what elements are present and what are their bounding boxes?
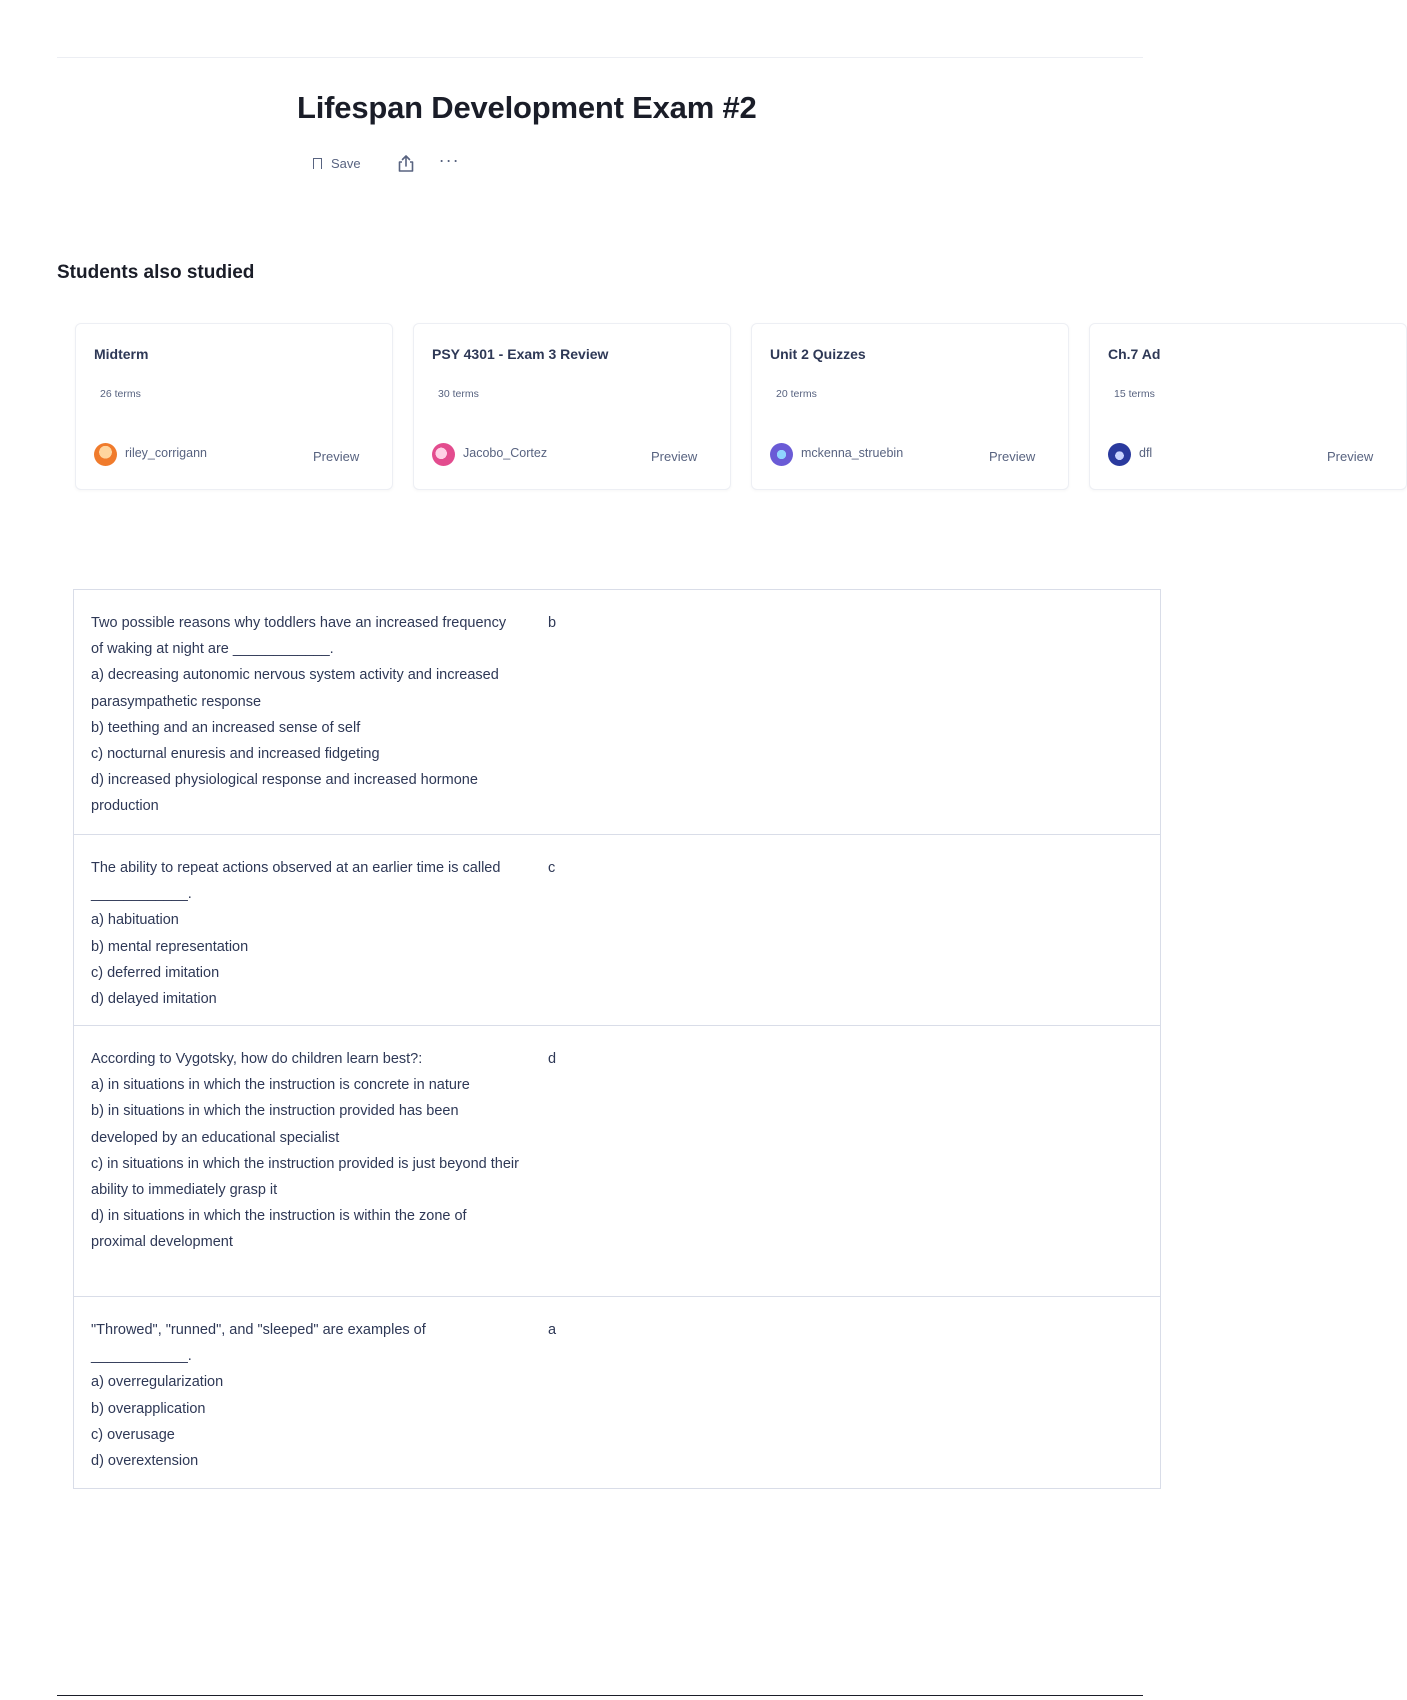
avatar [770,443,793,466]
top-divider [57,57,1143,58]
card-username[interactable]: dfl [1139,446,1153,460]
card-preview-button[interactable]: Preview [651,449,698,464]
card-term-count: 26 terms [100,388,141,400]
table-row [74,1297,1160,1488]
students-also-studied-carousel[interactable] [75,323,1374,493]
bookmark-icon [313,158,322,169]
terms-table [73,589,1161,1489]
save-label: Save [331,155,361,171]
share-button[interactable] [397,154,415,173]
card-title: PSY 4301 - Exam 3 Review [432,346,609,362]
avatar [1108,443,1131,466]
term-answer: d [548,1051,557,1067]
study-set-card[interactable] [75,323,393,490]
term-answer: c [548,860,556,876]
term-question: "Throwed", "runned", and "sleeped" are examples of ____________. a) overregularization b) overapplication c) overusage d) overextension [91,1322,426,1470]
save-button[interactable] [313,156,361,171]
term-question: Two possible reasons why toddlers have an increased frequency of waking at night are ____________. a) decreasing autonomic nervous system activity and increased parasympathetic response b) teething and an increased sense of self c) nocturnal enuresis and increased fidgeting d) increased physiological response and increased hormone production [91,615,507,815]
bottom-divider [57,1695,1143,1696]
card-term-count: 15 terms [1114,388,1155,400]
term-answer: b [548,615,557,631]
card-preview-button[interactable]: Preview [989,449,1036,464]
avatar [432,443,455,466]
table-row [74,835,1160,1026]
term-answer: a [548,1322,557,1338]
study-set-card[interactable] [1089,323,1407,490]
card-username[interactable]: Jacobo_Cortez [463,446,548,460]
card-title: Midterm [94,346,149,362]
card-title: Ch.7 Ad [1108,346,1161,362]
term-question: The ability to repeat actions observed at an earlier time is called ____________. a) habituation b) mental representation c) deferred imitation d) delayed imitation [91,860,501,1008]
study-set-card[interactable] [413,323,731,490]
students-also-studied-heading: Students also studied [57,262,255,283]
card-title: Unit 2 Quizzes [770,346,866,362]
term-question: According to Vygotsky, how do children learn best?: a) in situations in which the instruction is concrete in nature b) in situations in which the instruction provided has been developed by an educational specialist c) in situations in which the instruction provided is just beyond their ability to immediately grasp it d) in situations in which the instruction is within the zone of proximal development [91,1051,519,1251]
card-preview-button[interactable]: Preview [1327,449,1374,464]
avatar [94,443,117,466]
table-row [74,1026,1160,1297]
more-options-button[interactable]: ··· [438,150,460,170]
card-term-count: 20 terms [776,388,817,400]
set-actions [313,150,460,176]
study-set-card[interactable] [751,323,1069,490]
card-username[interactable]: riley_corrigann [125,446,207,460]
share-icon [397,154,415,173]
card-term-count: 30 terms [438,388,479,400]
table-row [74,590,1160,835]
card-username[interactable]: mckenna_struebin [801,446,904,460]
set-title: Lifespan Development Exam #2 [297,90,757,125]
card-preview-button[interactable]: Preview [313,449,360,464]
